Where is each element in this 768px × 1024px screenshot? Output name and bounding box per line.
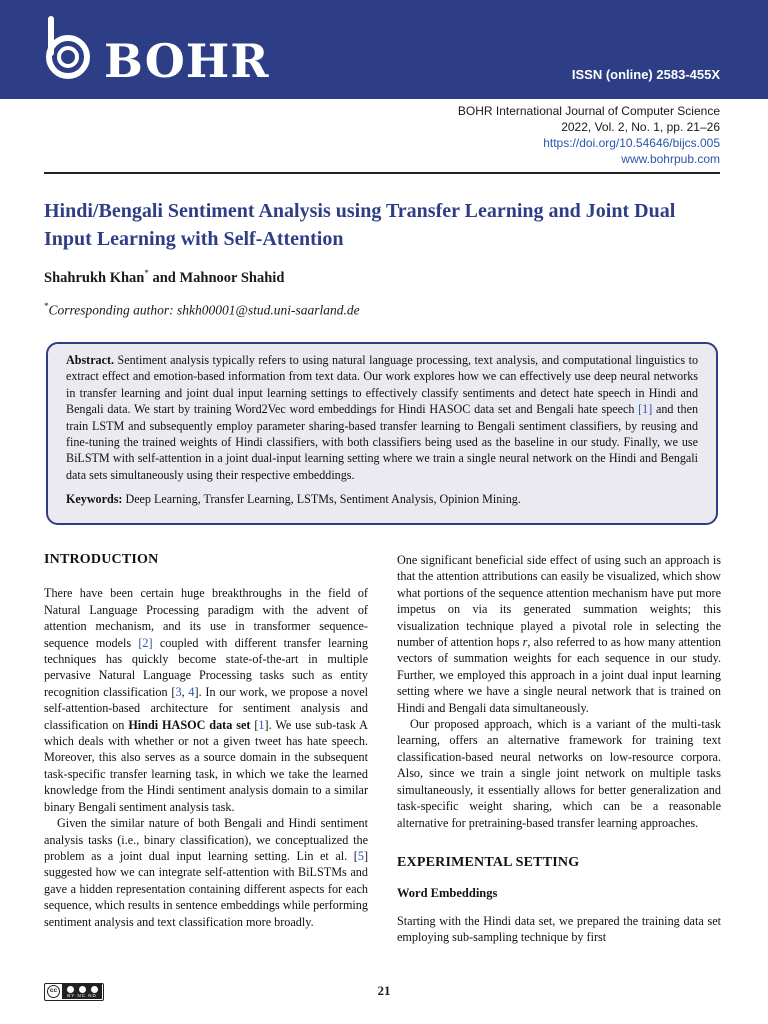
logo-wordmark: BOHR [104, 34, 270, 88]
author-line [44, 268, 284, 287]
text-run: [ [250, 717, 259, 732]
corresponding-author [44, 301, 360, 319]
text-run: ]. We use sub-task A which deals with whether or not a given tweet has hate speech. Moreover, this also serves as a source domain in the subsequent task-specific transfer learning task, in which we take the learned knowledge from the Hindi sentiment analysis domain to a similar binary Bengali sentiment analysis task. [44, 717, 368, 814]
cc-terms-text: BY NC ND [67, 993, 97, 998]
corresponding-text: Corresponding author: shkh00001@stud.uni-saarland.de [48, 302, 360, 318]
issn-label: ISSN (online) 2583-455X [571, 67, 720, 82]
keywords-label: Keywords: [66, 492, 123, 507]
journal-info [458, 103, 720, 167]
author-2: and Mahnoor Shahid [148, 269, 285, 286]
citation-link[interactable]: 4 [188, 684, 195, 699]
abstract-text [66, 352, 698, 483]
citation-link[interactable]: 3 [175, 684, 182, 699]
keywords-text: Deep Learning, Transfer Learning, LSTMs, Sentiment Analysis, Opinion Mining. [122, 492, 521, 507]
abstract-box [46, 342, 718, 525]
text-run: Given the similar nature of both Bengali and Hindi sentiment analysis tasks (i.e., binary classification), we conceptualized the problem as a joint dual input learning setting. Lin et al. [ [44, 816, 368, 863]
intro-paragraph-2 [44, 815, 368, 930]
text-run: coupled with different transfer learning techniques has quickly become state-of-the-art in multiple pervasive Natural Language Processing tasks such as entity recognition classification [ [44, 635, 368, 699]
volume-info: 2022, Vol. 2, No. 1, pp. 21–26 [561, 120, 720, 134]
page-number: 21 [377, 983, 391, 998]
citation-link[interactable]: [2] [138, 635, 153, 650]
author-1: Shahrukh Khan [44, 269, 145, 286]
doi-link[interactable]: https://doi.org/10.54646/bijcs.005 [543, 136, 720, 150]
left-column [44, 552, 368, 930]
section-heading-experimental-setting: EXPERIMENTAL SETTING [397, 854, 580, 870]
journal-name: BOHR International Journal of Computer Science [457, 104, 720, 118]
text-run: ] suggested how we can integrate self-attention with BiLSTMs and gave a hidden representation containing different aspects for each sequence, which results in sentence embeddings while performing sentiment analysis and text classification more broadly. [44, 848, 368, 929]
experimental-paragraph-1: Starting with the Hindi data set, we prepared the training data set employing sub-sampling technique by first [397, 913, 721, 945]
text-run: , also referred to as how many attention vectors of summation weights for each sequence in our study. Further, we employed this approach in a joint dual input learning setting where we have a single neural network that is trained on Hindi and Bengali data simultaneously. [397, 635, 721, 715]
intro-paragraph-3 [397, 552, 721, 716]
intro-paragraph-1 [44, 585, 368, 815]
dataset-name: Hindi HASOC data set [128, 717, 251, 732]
cc-badge: cc [47, 985, 60, 998]
citation-link[interactable]: [1] [638, 402, 653, 417]
intro-paragraph-4: Our proposed approach, which is a variant of the multi-task learning, offers an alternative framework for training text classification-based neural networks on low-resource corpora. Also, since we train a single joint network on multiple tasks simultaneously, it essentially allows for better generalization and task-specific weight sharing, which can be a reasonable alternative for pretraining-based transfer learning approaches. [397, 717, 721, 830]
text-run: ]. In our work, we propose a novel self-attention-based architecture for sentiment analysis and classification on [44, 684, 368, 732]
citation-link[interactable]: 1 [258, 717, 265, 732]
citation-link[interactable]: 5 [357, 848, 364, 863]
corresponding-mark: * [44, 301, 49, 311]
text-run: There have been certain huge breakthroughs in the field of Natural Language Processing paradigm with the advent of attention mechanism, and its use in transformer sequence-sequence models [44, 586, 368, 650]
math-variable: r [522, 635, 528, 650]
right-column [397, 552, 721, 946]
text-run: One significant beneficial side effect of using such an approach is that the attention attributions can easily be visualized, which show what portions of the sequence attention mechanism have put more impetus on via its generated summation weights; this visualization technique played a pivotal role in selecting the number of attention hops [397, 553, 721, 650]
keywords [66, 491, 698, 507]
section-heading-introduction: INTRODUCTION [44, 552, 159, 567]
header-divider [44, 172, 720, 174]
bohr-logo-icon [44, 16, 100, 82]
abstract-part-2: and then train LSTM and subsequently employ parameter sharing-based transfer learning to Bengali sentiment classifiers, by reusing and fine-tuning the trained weights of Hindi classifiers, with both classifiers being used as the baseline in our study. Finally, we use BiLSTM with self-attention in a joint dual-input learning setting where we train a single neural network on the Hindi and Bengali data sets simultaneously using their respective embeddings. [66, 402, 698, 482]
text-run: , [181, 684, 189, 699]
author-mark: * [144, 268, 149, 278]
subsection-heading-word-embeddings: Word Embeddings [397, 886, 498, 901]
website-link[interactable]: www.bohrpub.com [621, 152, 720, 166]
header-banner [0, 0, 768, 99]
paper-title: Hindi/Bengali Sentiment Analysis using Transfer Learning and Joint Dual Input Learning with Self-Attention [44, 200, 676, 250]
abstract-part-1: Sentiment analysis typically refers to using natural language processing, text analysis, and computational linguistics to extract effect and emotion-based information from text data. Our work explores how we can effectively use deep neural networks in transfer learning and joint dual input learning settings to effectively classify sentiments and detect hate speech in Hindi and Bengali data. We start by training Word2Vec word embeddings for Hindi HASOC data set and Bengali hate speech [66, 353, 698, 417]
abstract-label: Abstract. [66, 353, 115, 367]
